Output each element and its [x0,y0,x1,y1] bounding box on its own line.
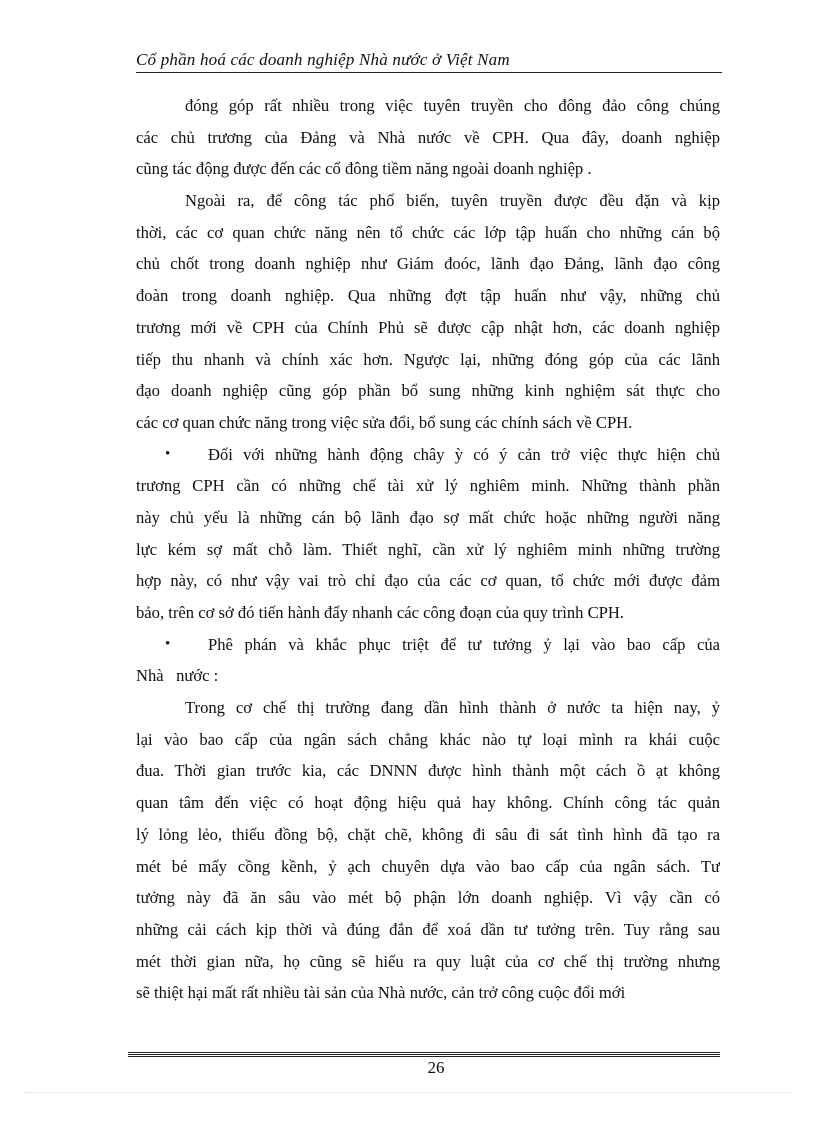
text-line: mét bé mấy cồng kềnh, ỷ ạch chuyên dựa vào bao cấp của ngân sách. Tư [136,856,720,876]
text-line: quan tâm đến việc có hoạt động hiệu quả hay không. Chính công tác quản [136,793,720,813]
text-line: này chủ yếu là những cán bộ lãnh đạo sợ mất chức hoặc những người năng [136,507,720,527]
text-line: Trong cơ chế thị trường đang dần hình thành ở nước ta hiện nay, ỷ [185,698,720,718]
page-number: 26 [427,1058,445,1077]
text-line: lực kém sợ mất chỗ làm. Thiết nghĩ, cần xử lý nghiêm minh những trường [136,539,720,559]
text-line: tưởng này đã ăn sâu vào mét bộ phận lớn doanh nghiệp. Vì vậy cần có [136,888,720,908]
document-title: Cổ phần hoá các doanh nghiệp Nhà nước ở Việt Nam [136,50,510,69]
text-line: bảo, trên cơ sở đó tiến hành đẩy nhanh các công đoạn của quy trình CPH. [136,603,625,622]
text-line: lý lỏng lẻo, thiếu đồng bộ, chặt chẽ, không đi sâu đi sát tình hình đã tạo ra [136,824,720,844]
bullet-icon: • [165,445,171,462]
footer-divider [128,1052,720,1057]
text-line: các cơ quan chức năng trong việc sửa đổi, bổ sung các chính sách về CPH. [136,412,633,432]
paragraph [136,185,720,439]
paragraph [136,692,720,1009]
bullet-text: Đối với những hành động chây ỳ có ý cản trở việc thực hiện chủ [208,444,720,464]
text-line: đóng góp rất nhiều trong việc tuyên truyền cho đông đảo công chúng [185,96,720,115]
text-line: thời, các cơ quan chức năng nên tổ chức các lớp tập huấn cho những cán bộ [136,222,720,242]
bullet-paragraph [136,629,720,692]
bullet-icon: • [165,635,171,652]
text-line: trương mới về CPH của Chính Phủ sẽ được cập nhật hơn, các doanh nghiệp [136,317,720,337]
text-line: những cải cách kịp thời và đúng đắn để xoá dần tư tưởng trên. Tuy rằng sau [136,919,720,939]
text-line [136,629,720,661]
text-line: đua. Thời gian trước kia, các DNNN được hình thành một cách ồ ạt không [136,761,720,781]
text-line: Nhà nước : [136,666,219,686]
bullet-text: Phê phán và khắc phục triệt để tư tưởng ỷ lại vào bao cấp của [208,634,720,654]
text-line: trương CPH cần có những chế tài xử lý nghiêm minh. Những thành phần [136,476,720,496]
document-body [136,90,720,1009]
text-line: đoàn trong doanh nghiệp. Qua những đợt tập huấn như vậy, những chủ [136,286,720,306]
bullet-paragraph [136,439,720,629]
text-line [136,439,720,471]
text-line: mét thời gian nữa, họ cũng sẽ hiểu ra quy luật của cơ chế thị trường nhưng [136,951,720,971]
text-line: sẽ thiệt hại mất rất nhiều tài sản của Nhà nước, cản trở công cuộc đổi mới [136,983,626,1003]
running-header [136,46,722,73]
text-line: Ngoài ra, để công tác phổ biến, tuyên truyền được đều đặn và kịp [185,191,720,211]
text-line: hợp này, có như vậy vai trò chỉ đạo của các cơ quan, tổ chức mới được đảm [136,571,720,591]
page-border [24,1092,792,1093]
text-line: đạo doanh nghiệp cũng góp phần bổ sung những kinh nghiệm sát thực cho [136,381,720,401]
paragraph [136,90,720,185]
text-line: cũng tác động được đến các cổ đông tiềm năng ngoài doanh nghiệp . [136,159,592,179]
text-line: các chủ trương của Đảng và Nhà nước về CPH. Qua đây, doanh nghiệp [136,127,720,147]
text-line: lại vào bao cấp của ngân sách chẳng khác nào tự loại mình ra khái cuộc [136,729,720,749]
text-line: chủ chốt trong doanh nghiệp như Giám đoóc, lãnh đạo Đảng, lãnh đạo công [136,254,720,274]
text-line: tiếp thu nhanh và chính xác hơn. Ngược lại, những đóng góp của các lãnh [136,349,720,369]
